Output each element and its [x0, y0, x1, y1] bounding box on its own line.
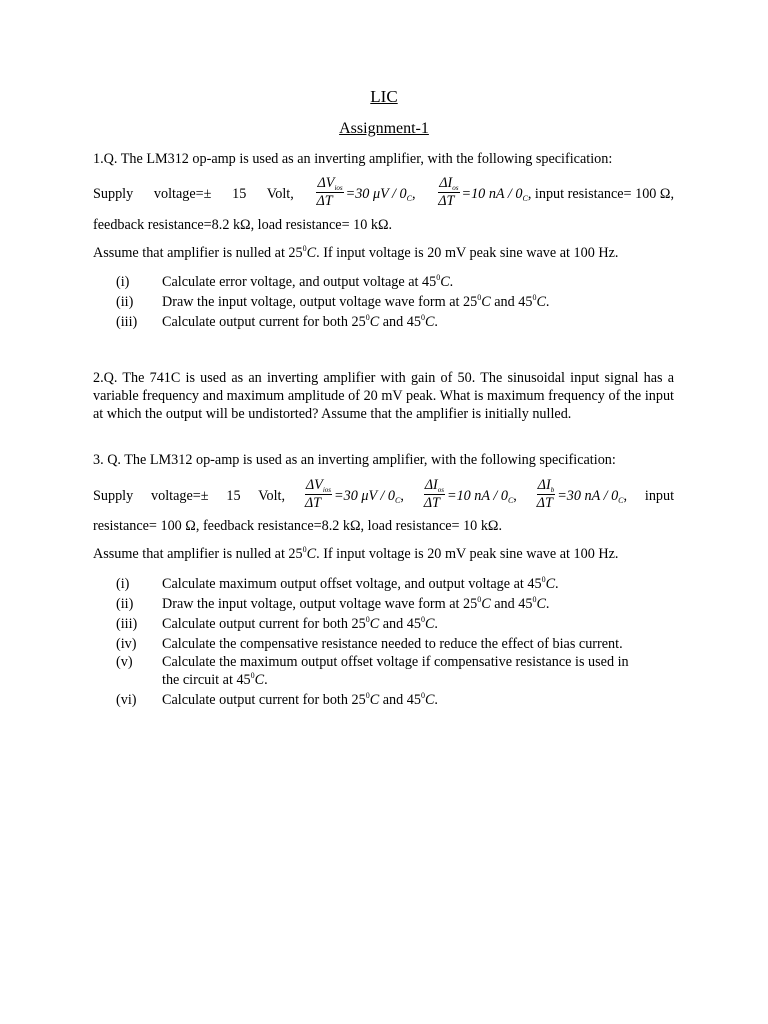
- assignment-title: Assignment-1: [339, 120, 429, 137]
- q3-intro: 3. Q. The LM312 op-amp is used as an inverting amplifier, with the following specification:: [93, 452, 616, 468]
- q1-eq-voltage-drift: $\frac{\Delta V_{ios}}{\Delta T}$ =30 μV / $0_C$,: [316, 175, 416, 209]
- q3-supply: Supply voltage=± 15 Volt,: [93, 487, 286, 504]
- q1-supply: Supply voltage=± 15 Volt,: [93, 185, 294, 202]
- list-item: (v) Calculate the maximum output offset voltage if compensative resistance is used in the circuit at $45^0C$.: [116, 654, 629, 688]
- q1-subquestions: [116, 273, 676, 333]
- q1-spec-line2: feedback resistance=8.2 kΩ, load resistance= 10 kΩ.: [93, 217, 393, 233]
- q3-subquestions: [116, 575, 676, 711]
- q1-assumption: Assume that amplifier is nulled at $25^0C$. If input voltage is 20 mV peak sine wave at 100 Hz.: [93, 244, 619, 261]
- list-item: (vi) Calculate output current for both $25^0C$ and $45^0C$.: [116, 691, 438, 708]
- q3-eq-bias-current-drift: $\frac{\Delta I_b}{\Delta T}$ =30 nA / $0_C$,: [536, 477, 628, 511]
- q3-spec-line2: resistance= 100 Ω, feedback resistance=8.2 kΩ, load resistance= 10 kΩ.: [93, 518, 503, 534]
- list-item: (iv) Calculate the compensative resistance needed to reduce the effect of bias current.: [116, 636, 623, 652]
- q2-text: 2.Q. The 741C is used as an inverting amplifier with gain of 50. The sinusoidal input signal has a variable frequency and maximum amplitude of 20 mV peak. What is maximum frequency of the input at which the output will be undistorted? Assume that the amplifier is initially nulled.: [93, 370, 674, 422]
- q1-spec-line: [93, 177, 674, 212]
- q1-intro: 1.Q. The LM312 op-amp is used as an inverting amplifier, with the following specification:: [93, 151, 613, 167]
- list-item: (ii) Draw the input voltage, output voltage wave form at $25^0C$ and $45^0C$.: [116, 293, 550, 310]
- q3-spec-line: Supply voltage=± 15 Volt, $\frac{\Delta V_{ios}}{\Delta T}$ =30 μV / $0_C$, $\frac{\Delta I_{os}}{\Delta T}$ =10 nA / $0_C$, $\frac{\Delta I_b}{\Delta T}$ =30 nA / $0_C$, input: [93, 479, 674, 514]
- subject-title: LIC: [370, 87, 398, 106]
- list-item: (i) Calculate maximum output offset voltage, and output voltage at $45^0C$.: [116, 575, 559, 592]
- q3-eq-offset-current-drift: $\frac{\Delta I_{os}}{\Delta T}$ =10 nA / $0_C$,: [423, 477, 517, 511]
- list-item: (iii) Calculate output current for both $25^0C$ and $45^0C$.: [116, 313, 438, 330]
- q1-eq-current-drift: $\frac{\Delta I_{os}}{\Delta T}$ =10 nA / $0_C$, input resistance= 100 Ω,: [438, 175, 675, 209]
- list-item: (ii) Draw the input voltage, output voltage wave form at $25^0C$ and $45^0C$.: [116, 595, 550, 612]
- q3-eq-voltage-drift: $\frac{\Delta V_{ios}}{\Delta T}$ =30 μV / $0_C$,: [304, 477, 404, 511]
- list-item: (i) Calculate error voltage, and output voltage at $45^0C$.: [116, 273, 454, 290]
- q3-assumption: Assume that amplifier is nulled at $25^0C$. If input voltage is 20 mV peak sine wave at 100 Hz.: [93, 545, 619, 562]
- list-item: (iii) Calculate output current for both $25^0C$ and $45^0C$.: [116, 615, 438, 632]
